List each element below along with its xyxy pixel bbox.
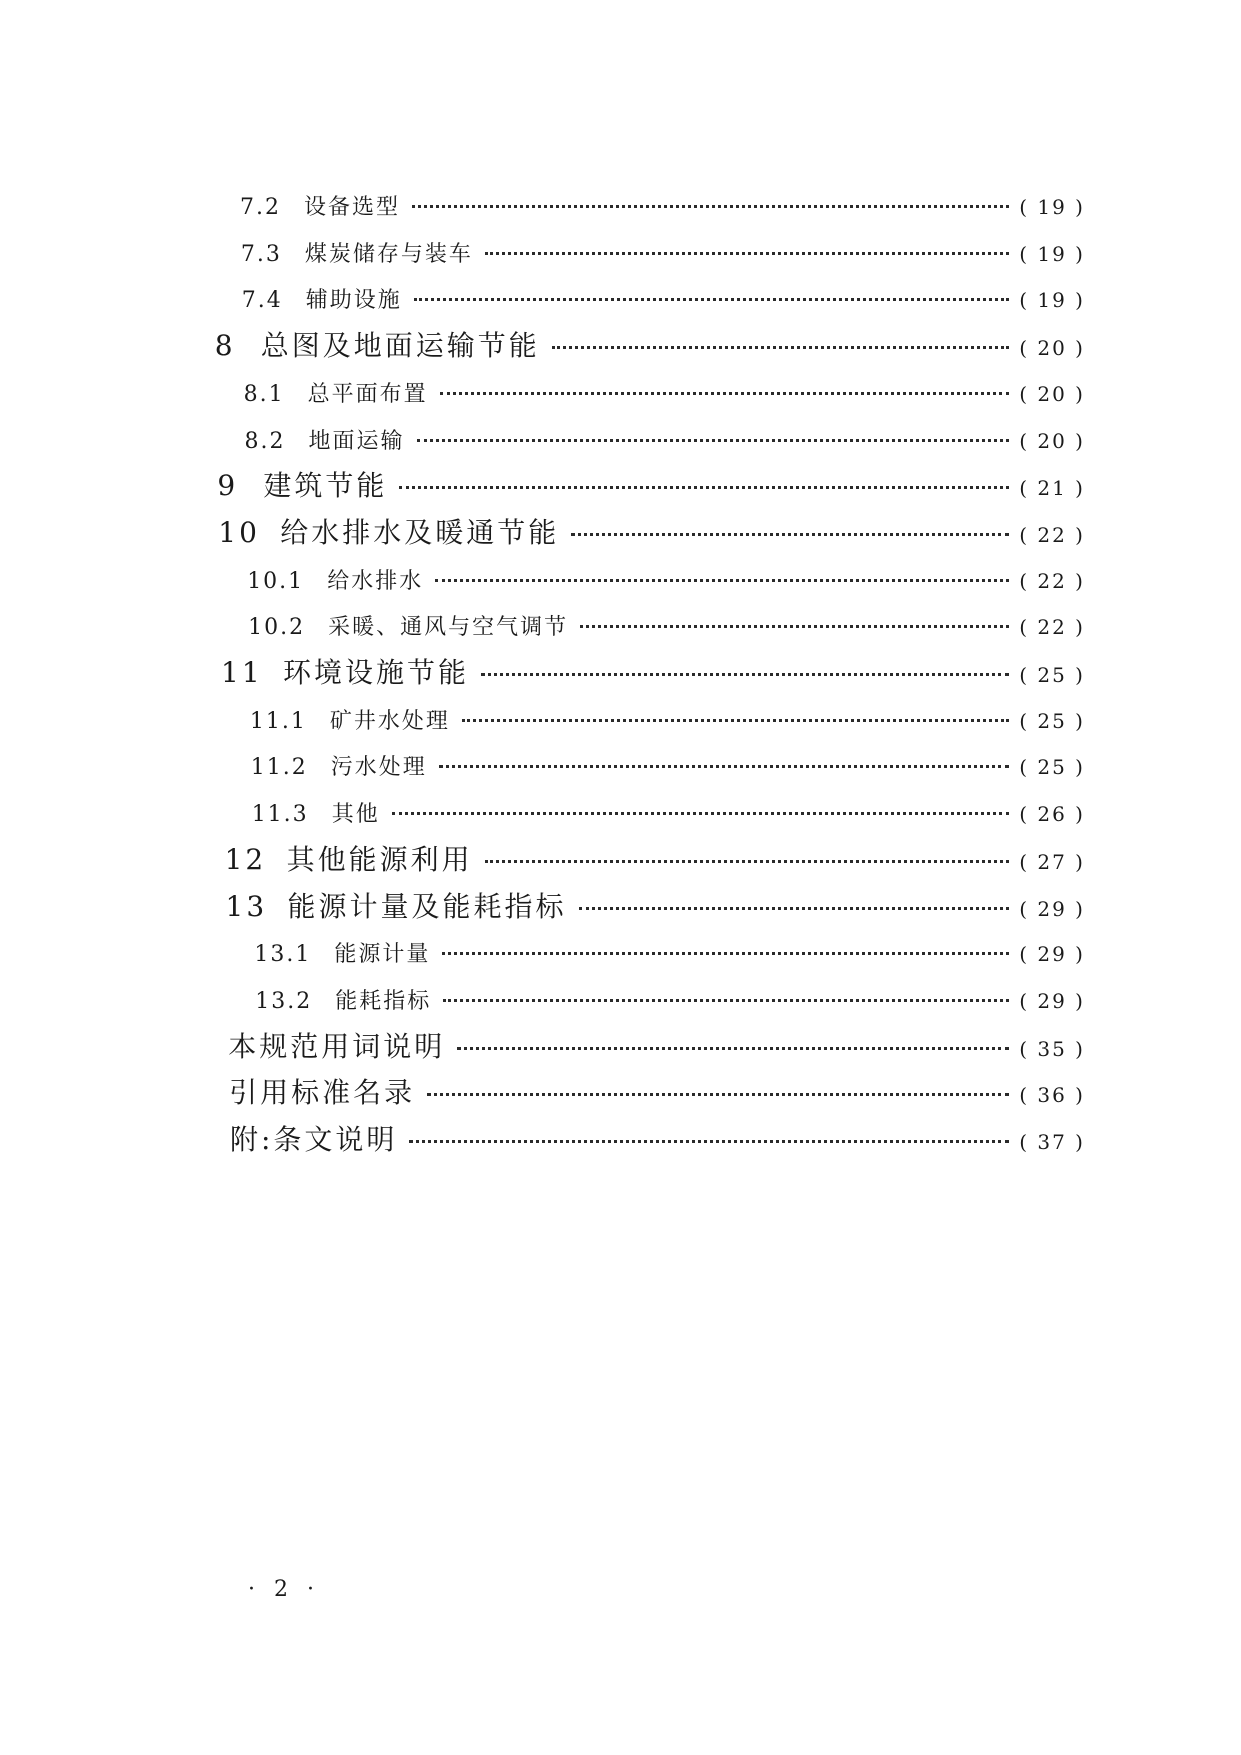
toc-section-row[interactable] xyxy=(248,610,1085,650)
toc-section-row[interactable] xyxy=(244,377,1085,417)
toc-dot-leader xyxy=(485,860,1010,863)
toc-page-ref: ( 29 ) xyxy=(1019,988,1085,1013)
toc-entry-number: 13 xyxy=(225,889,268,923)
toc-entry-number: 11.1 xyxy=(249,708,307,734)
toc-entry-title: 煤炭储存与装车 xyxy=(304,241,473,267)
toc-dot-leader xyxy=(552,346,1010,349)
toc-section-row[interactable] xyxy=(252,797,1085,837)
toc-page-ref: ( 25 ) xyxy=(1019,708,1085,733)
toc-chapter-row[interactable] xyxy=(218,511,1085,551)
toc-chapter-row[interactable] xyxy=(221,651,1085,691)
toc-entry-title: 采暖、通风与空气调节 xyxy=(328,615,569,641)
toc-entry-number: 13.2 xyxy=(255,988,313,1014)
toc-dot-leader xyxy=(440,392,1010,395)
toc-chapter-row[interactable] xyxy=(228,1025,1085,1065)
toc-chapter-row[interactable] xyxy=(226,885,1086,925)
toc-section-row[interactable] xyxy=(251,750,1085,790)
toc-entry-title: 矿井水处理 xyxy=(329,708,450,734)
toc-dot-leader xyxy=(412,205,1009,208)
toc-page-ref: ( 20 ) xyxy=(1019,381,1085,406)
toc-entry-title: 设备选型 xyxy=(304,195,401,220)
toc-entry-title: 环境设施节能 xyxy=(283,656,470,689)
toc-section-row[interactable] xyxy=(255,984,1085,1024)
toc-page-ref: ( 22 ) xyxy=(1019,615,1085,640)
toc-page-ref: ( 26 ) xyxy=(1019,802,1085,827)
toc-entry-title: 引用标准名录 xyxy=(229,1076,416,1110)
toc-entry-number: 10.2 xyxy=(248,615,306,641)
toc-page-ref: ( 35 ) xyxy=(1019,1036,1085,1061)
toc-page-ref: ( 19 ) xyxy=(1019,241,1085,266)
toc-page-ref: ( 25 ) xyxy=(1019,755,1085,780)
toc-chapter-row[interactable] xyxy=(229,1071,1085,1111)
toc-dot-leader xyxy=(409,1140,1009,1143)
toc-entry-title: 总平面布置 xyxy=(307,381,428,407)
toc-page-ref: ( 21 ) xyxy=(1019,476,1085,501)
toc-entry-number: 11.3 xyxy=(251,802,309,828)
toc-dot-leader xyxy=(399,486,1009,489)
toc-page-ref: ( 29 ) xyxy=(1019,942,1085,967)
toc-dot-leader xyxy=(462,719,1009,722)
toc-entry-title: 建筑节能 xyxy=(263,469,388,503)
toc-entry-number: 10 xyxy=(218,515,260,549)
toc-page-ref: ( 22 ) xyxy=(1019,568,1085,593)
toc-entry-title: 能耗指标 xyxy=(335,988,432,1014)
toc-page-ref: ( 29 ) xyxy=(1019,896,1085,921)
toc-section-row[interactable] xyxy=(250,704,1085,744)
toc-section-row[interactable] xyxy=(247,564,1085,604)
toc-entry-title: 附:条文说明 xyxy=(230,1123,398,1156)
toc-entry-number: 13.1 xyxy=(254,942,312,968)
toc-dot-leader xyxy=(580,625,1009,628)
toc-page-ref: ( 36 ) xyxy=(1019,1083,1085,1108)
toc-entry-title: 其他能源利用 xyxy=(286,842,473,876)
toc-entry-title: 污水处理 xyxy=(330,755,427,781)
toc-dot-leader xyxy=(442,952,1009,955)
toc-entry-number: 7.4 xyxy=(241,288,283,314)
toc-entry-number: 8 xyxy=(214,329,236,363)
toc-dot-leader xyxy=(485,252,1009,255)
toc-section-row[interactable] xyxy=(245,424,1086,464)
toc-entry-number: 7.3 xyxy=(240,241,282,267)
toc-dot-leader xyxy=(427,1093,1009,1096)
toc-dot-leader xyxy=(414,298,1009,301)
toc-page-ref: ( 22 ) xyxy=(1019,522,1085,547)
toc-dot-leader xyxy=(439,765,1009,768)
toc-dot-leader xyxy=(457,1047,1009,1050)
toc-entry-title: 其他 xyxy=(331,802,380,828)
toc-section-row[interactable] xyxy=(242,283,1085,323)
toc-entry-number: 12 xyxy=(224,842,267,876)
toc-entry-number: 7.2 xyxy=(240,195,281,220)
toc-chapter-row[interactable] xyxy=(225,838,1085,878)
toc-entry-title: 地面运输 xyxy=(308,428,405,454)
toc-chapter-row[interactable] xyxy=(215,324,1085,364)
toc-dot-leader xyxy=(443,999,1009,1002)
toc-page-ref: ( 20 ) xyxy=(1019,428,1085,453)
toc-page-ref: ( 27 ) xyxy=(1019,849,1085,874)
toc-entry-number: 8.1 xyxy=(243,381,285,407)
toc-entry-number: 11 xyxy=(221,656,263,689)
toc-chapter-row[interactable] xyxy=(217,464,1085,504)
toc-chapter-row[interactable] xyxy=(230,1118,1085,1158)
toc-entry-number: 9 xyxy=(217,469,239,503)
page-number: · 2 · xyxy=(248,1577,320,1602)
toc-entry-title: 本规范用词说明 xyxy=(228,1029,446,1063)
toc-entry-title: 能源计量 xyxy=(334,942,431,968)
toc-section-row[interactable] xyxy=(241,237,1085,277)
toc-page-ref: ( 25 ) xyxy=(1019,663,1085,687)
toc-entry-title: 给水排水及暖通节能 xyxy=(280,515,560,549)
toc-entry-title: 给水排水 xyxy=(327,568,424,594)
toc-page-ref: ( 19 ) xyxy=(1019,195,1085,219)
toc-entry-number: 11.2 xyxy=(250,755,308,781)
toc-section-row[interactable] xyxy=(254,937,1085,977)
toc-dot-leader xyxy=(392,812,1010,815)
toc-dot-leader xyxy=(481,673,1009,676)
toc-page-ref: ( 20 ) xyxy=(1019,336,1085,361)
toc-entry-number: 10.1 xyxy=(247,568,305,594)
toc-dot-leader xyxy=(579,907,1010,910)
toc-entry-title: 能源计量及能耗指标 xyxy=(287,889,567,923)
toc-entry-number: 8.2 xyxy=(244,428,286,454)
toc-section-row[interactable] xyxy=(240,190,1085,230)
toc-dot-leader xyxy=(571,533,1009,536)
toc-entry-title: 总图及地面运输节能 xyxy=(260,329,540,363)
toc-dot-leader xyxy=(435,579,1009,582)
toc-page-ref: ( 37 ) xyxy=(1019,1130,1085,1154)
toc-page-ref: ( 19 ) xyxy=(1019,288,1085,313)
toc-entry-title: 辅助设施 xyxy=(305,288,402,314)
toc-dot-leader xyxy=(417,439,1010,442)
